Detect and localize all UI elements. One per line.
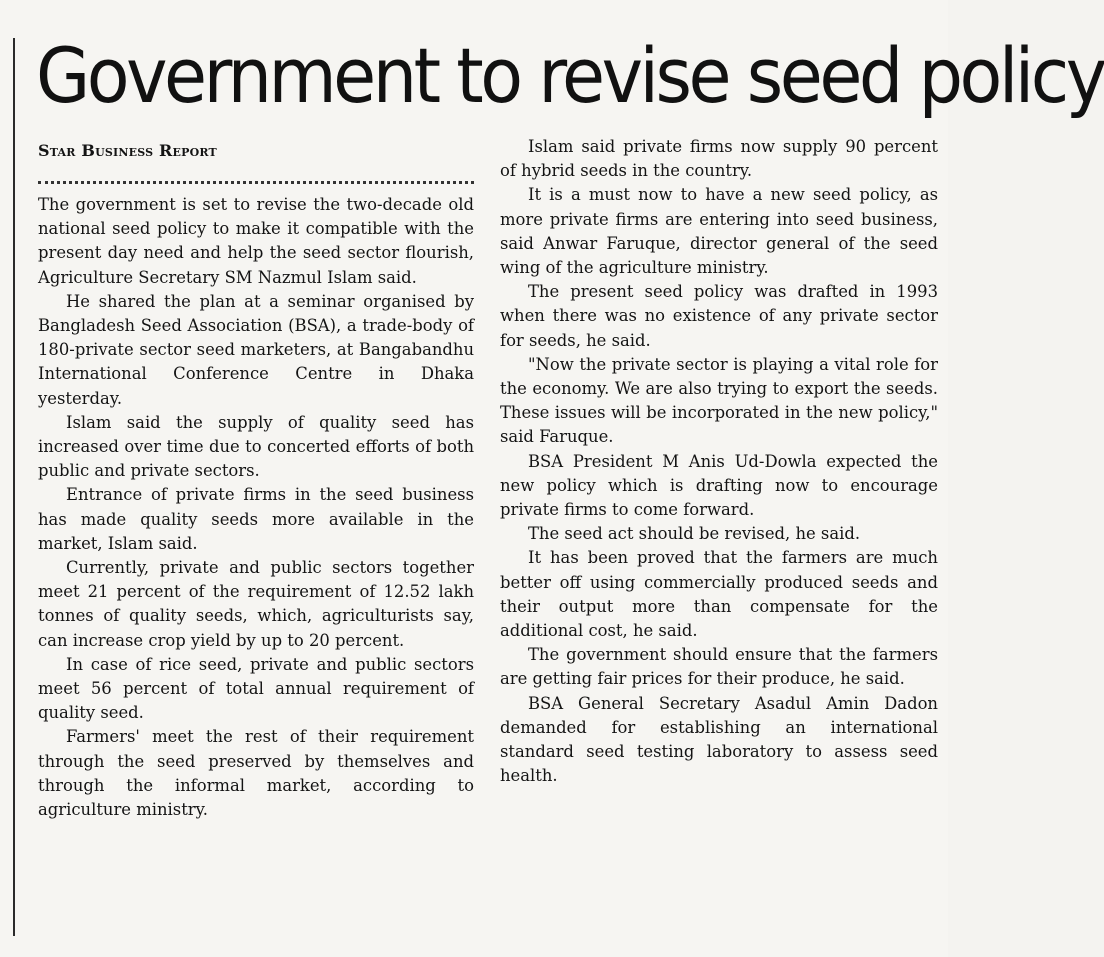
paragraph: BSA General Secretary Asadul Amin Dadon demanded for establishing an international standard seed testing laboratory to assess seed health. (500, 693, 938, 786)
paragraph: "Now the private sector is playing a vital role for the economy. We are also trying to export the seeds. These issues will be incorporated in the new policy," said Faruque. (500, 354, 938, 447)
column-rule (13, 38, 15, 936)
paragraph: The present seed policy was drafted in 1993 when there was no existence of any private sector for seeds, he said. (500, 282, 938, 350)
paragraph: It is a must now to have a new seed policy, as more private firms are entering into seed business, said Anwar Faruque, director general of the seed wing of the agriculture ministry. (500, 185, 938, 278)
paragraph: Entrance of private firms in the seed business has made quality seeds more available in the market, Islam said. (38, 485, 474, 553)
paragraph: In case of rice seed, private and public sectors meet 56 percent of total annual requirement of quality seed. (38, 654, 474, 723)
paragraph: Islam said the supply of quality seed has increased over time due to concerted efforts of both public and private sectors. (38, 412, 474, 481)
left-column (38, 135, 474, 822)
paragraph: It has been proved that the farmers are much better off using commercially produced seeds and their output more than compensate for the additional cost, he said. (500, 548, 938, 641)
paragraph: The government should ensure that the farmers are getting fair prices for their produce, he said. (500, 645, 938, 689)
paragraph: Islam said private firms now supply 90 percent of hybrid seeds in the country. (500, 137, 938, 181)
paragraph: He shared the plan at a seminar organised by Bangladesh Seed Association (BSA), a trade-body of 180-private sector seed marketers, at Bangabandhu International Conference Centre in Dhaka yesterday. (38, 291, 474, 408)
paragraph: The seed act should be revised, he said. (528, 524, 861, 544)
right-column (500, 135, 938, 788)
dotted-divider (38, 171, 474, 184)
byline: Star Business Report (38, 141, 217, 160)
paragraph: Farmers' meet the rest of their requirement through the seed preserved by themselves and through the informal market, according to agriculture ministry. (38, 727, 474, 820)
paragraph: The government is set to revise the two-decade old national seed policy to make it compatible with the present day need and help the seed sector flourish, Agriculture Secretary SM Nazmul Islam said. (38, 195, 474, 287)
paragraph: Currently, private and public sectors together meet 21 percent of the requirement of 12.52 lakh tonnes of quality seeds, which, agriculturists say, can increase crop yield by up to 20 percent. (38, 558, 474, 650)
headline: Government to revise seed policy (36, 31, 1104, 121)
paragraph: BSA President M Anis Ud-Dowla expected the new policy which is drafting now to encourage private firms to come forward. (500, 451, 938, 520)
